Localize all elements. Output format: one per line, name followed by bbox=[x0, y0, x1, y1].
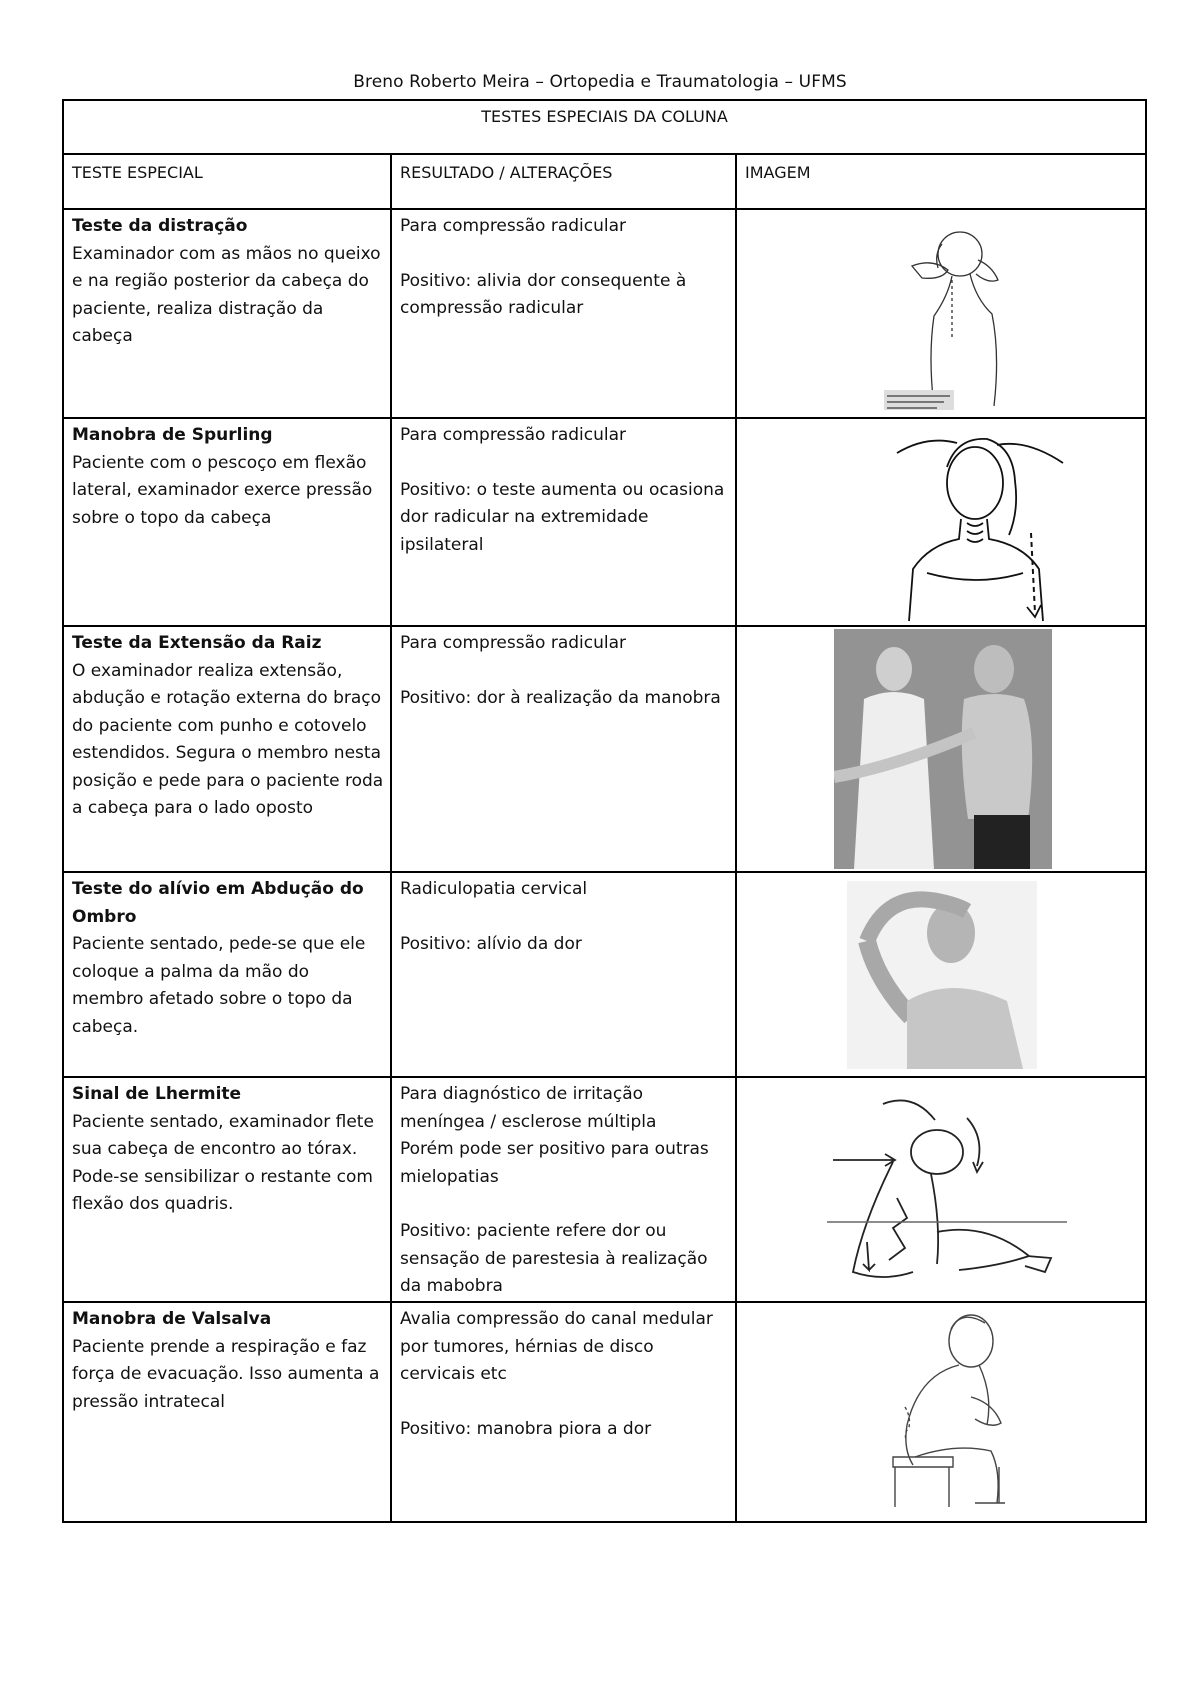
result-positive: Positivo: o teste aumenta ou ocasiona dor radicular na extremidade ipsilateral bbox=[400, 479, 725, 555]
test-cell bbox=[63, 1302, 391, 1522]
test-description: Paciente sentado, pede-se que ele coloque a palma da mão do membro afetado sobre o topo da cabeça. bbox=[72, 934, 366, 1037]
shoulder-abduction-relief-illustration bbox=[847, 881, 1037, 1069]
table-row bbox=[63, 418, 1146, 626]
lhermitte-sign-illustration bbox=[827, 1082, 1067, 1292]
column-header-result: RESULTADO / ALTERAÇÕES bbox=[391, 154, 736, 209]
table-row bbox=[63, 626, 1146, 872]
result-indication: Para diagnóstico de irritação meníngea / esclerose múltipla Porém pode ser positivo para outras mielopatias bbox=[400, 1084, 709, 1187]
distraction-test-illustration bbox=[882, 214, 1032, 414]
result-indication: Para compressão radicular bbox=[400, 425, 626, 445]
test-name: Teste da Extensão da Raiz bbox=[72, 633, 322, 653]
test-cell bbox=[63, 872, 391, 1077]
image-cell bbox=[736, 872, 1146, 1077]
test-description: Examinador com as mãos no queixo e na região posterior da cabeça do paciente, realiza distração da cabeça bbox=[72, 243, 381, 346]
spurling-maneuver-illustration bbox=[887, 423, 1072, 623]
table-title: TESTES ESPECIAIS DA COLUNA bbox=[63, 100, 1146, 154]
image-cell bbox=[736, 418, 1146, 626]
table-row bbox=[63, 1077, 1146, 1302]
table-row bbox=[63, 1302, 1146, 1522]
result-cell bbox=[391, 418, 736, 626]
result-indication: Avalia compressão do canal medular por tumores, hérnias de disco cervicais etc bbox=[400, 1309, 713, 1384]
image-cell bbox=[736, 1302, 1146, 1522]
result-cell bbox=[391, 209, 736, 418]
result-positive: Positivo: paciente refere dor ou sensação de parestesia à realização da mabobra bbox=[400, 1221, 708, 1296]
test-description: Paciente sentado, examinador flete sua cabeça de encontro ao tórax. Pode-se sensibilizar o restante com flexão dos quadris. bbox=[72, 1111, 374, 1214]
test-cell bbox=[63, 418, 391, 626]
result-cell bbox=[391, 1302, 736, 1522]
result-cell bbox=[391, 872, 736, 1077]
test-description: O examinador realiza extensão, abdução e rotação externa do braço do paciente com punho e cotovelo estendidos. Segura o membro nesta posição e pede para o paciente roda a cabeça para o lado oposto bbox=[72, 660, 384, 818]
test-name: Teste da distração bbox=[72, 216, 248, 236]
root-extension-test-photo bbox=[834, 629, 1052, 869]
page-header: Breno Roberto Meira – Ortopedia e Traumatologia – UFMS bbox=[353, 72, 847, 92]
column-header-test: TESTE ESPECIAL bbox=[63, 154, 391, 209]
special-tests-table bbox=[62, 99, 1147, 1523]
test-name: Manobra de Spurling bbox=[72, 425, 273, 445]
test-description: Paciente prende a respiração e faz força de evacuação. Isso aumenta a pressão intratecal bbox=[72, 1336, 380, 1412]
valsalva-maneuver-illustration bbox=[875, 1307, 1015, 1507]
column-header-row bbox=[63, 154, 1146, 209]
test-cell bbox=[63, 209, 391, 418]
result-positive: Positivo: manobra piora a dor bbox=[400, 1418, 652, 1439]
result-indication: Para compressão radicular bbox=[400, 216, 626, 236]
column-header-image: IMAGEM bbox=[736, 154, 1146, 209]
test-cell bbox=[63, 626, 391, 872]
result-positive: Positivo: dor à realização da manobra bbox=[400, 687, 721, 708]
image-cell bbox=[736, 1077, 1146, 1302]
test-name: Teste do alívio em Abdução do Ombro bbox=[72, 879, 364, 927]
test-name: Sinal de Lhermite bbox=[72, 1084, 242, 1104]
table-row bbox=[63, 209, 1146, 418]
test-name: Manobra de Valsalva bbox=[72, 1309, 272, 1329]
result-positive: Positivo: alivia dor consequente à compressão radicular bbox=[400, 270, 687, 318]
result-cell bbox=[391, 1077, 736, 1302]
result-indication: Radiculopatia cervical bbox=[400, 879, 588, 899]
image-cell bbox=[736, 626, 1146, 872]
test-description: Paciente com o pescoço em flexão lateral, examinador exerce pressão sobre o topo da cabeça bbox=[72, 452, 373, 528]
test-cell bbox=[63, 1077, 391, 1302]
result-cell bbox=[391, 626, 736, 872]
result-indication: Para compressão radicular bbox=[400, 633, 626, 653]
table-row bbox=[63, 872, 1146, 1077]
result-positive: Positivo: alívio da dor bbox=[400, 933, 582, 954]
image-cell bbox=[736, 209, 1146, 418]
